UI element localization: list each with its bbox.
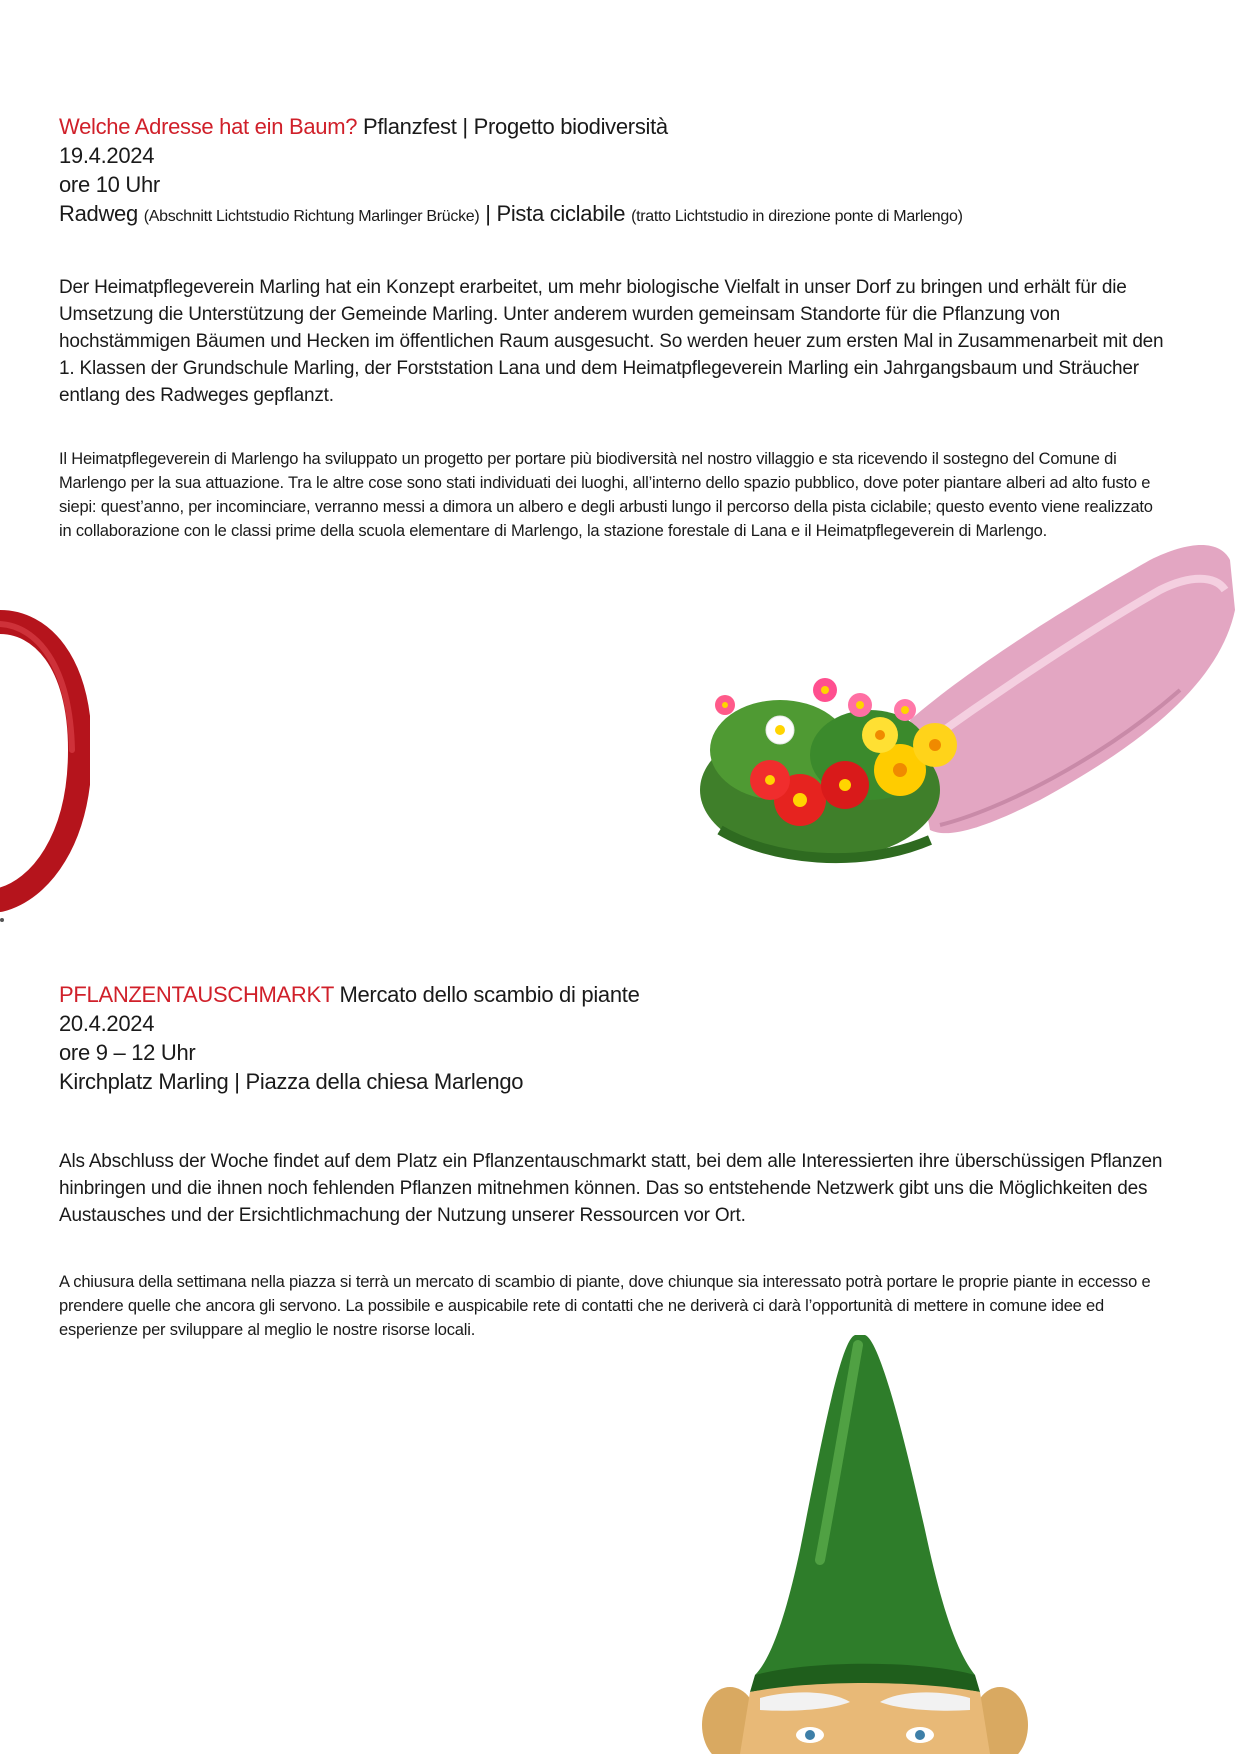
trowel-with-flowers-illustration — [680, 540, 1240, 880]
event1-location — [59, 199, 1169, 231]
flower-yellow-2 — [913, 723, 957, 767]
daisy-2 — [813, 678, 837, 702]
event1-date: 19.4.2024 — [59, 143, 155, 168]
flower-red-3 — [750, 760, 790, 800]
garden-gnome-illustration — [700, 1330, 1030, 1754]
event2-time: ore 9 – 12 Uhr — [59, 1040, 196, 1065]
red-ring-handle-illustration — [0, 600, 90, 930]
event1-location-main-note: (Abschnitt Lichtstudio Richtung Marlinger Brücke) — [143, 208, 480, 225]
daisy-4 — [715, 695, 735, 715]
event2-header — [59, 980, 1169, 1096]
event2-title-rest: Mercato dello scambio di piante — [339, 982, 640, 1007]
event1-text-de: Der Heimatpflegeverein Marling hat ein Konzept erarbeitet, um mehr biologische Vielfalt in unser Dorf zu bringen und erhält für die Umsetzung die Unterstützung der Gemeinde Marling. Unter anderem wurden gemeinsam Standorte für die Pflanzung von hochstämmigen Bäumen und Hecken im öffentlichen Raum ausgesucht. So werden heuer zum ersten Mal in Zusammenarbeit mit den 1. Klassen der Grundschule Marling, der Forststation Lana und dem Heimatpflegeverein Marling ein Jahrgangsbaum und Sträucher entlang des Radweges gepflanzt. — [59, 277, 1164, 406]
event1-title-rest: Pflanzfest | Progetto biodiversità — [362, 114, 668, 139]
event1-title — [59, 112, 1169, 141]
event2-location: Kirchplatz Marling | Piazza della chiesa Marlengo — [59, 1069, 524, 1094]
flower-red-2 — [821, 761, 869, 809]
event2-text-it: A chiusura della settimana nella piazza si terrà un mercato di scambio di piante, dove chiunque sia interessato potrà portare le proprie piante in eccesso e prendere quelle che ancora gli servono. La possibile e auspicabile rete di contatti che ne deriverà ci darà l’opportunità di mettere in comune idee ed esperienze per sviluppare al meglio le nostre risorse locali. — [59, 1273, 1151, 1339]
event1-location-alt: Pista ciclabile — [496, 201, 626, 226]
event1-text-it: Il Heimatpflegeverein di Marlengo ha sviluppato un progetto per portare più biodiversità nel nostro villaggio e sta ricevendo il sostegno del Comune di Marlengo per la sua attuazione. Tra le altre cose sono stati individuati dei luoghi, all’interno dello spazio pubblico, dove poter piantare alberi ad alto fusto e siepi: quest’anno, per incominciare, verranno messi a dimora un albero e degli arbusti lungo il percorso della pista ciclabile; questo evento viene realizzato in collaborazione con le classi prime della scuola elementare di Marlengo, la stazione forestale di Lana e il Heimatpflegeverein di Marlengo. — [59, 450, 1153, 540]
daisy-3 — [848, 693, 872, 717]
daisy-1 — [766, 716, 794, 744]
event2-date: 20.4.2024 — [59, 1011, 155, 1036]
flower-yellow-3 — [862, 717, 898, 753]
event1-time: ore 10 Uhr — [59, 172, 160, 197]
event2-text-de: Als Abschluss der Woche findet auf dem Platz ein Pflanzentauschmarkt statt, bei dem alle Interessierten ihre überschüssigen Pflanzen hinbringen und die ihnen noch fehlenden Pflanzen mitnehmen können. Das so entstehende Netzwerk gibt uns die Möglichkeiten des Austausches und der Ersichtlichmachung der Nutzung unserer Ressourcen vor Ort. — [59, 1151, 1163, 1226]
event1-location-sep: | — [485, 201, 491, 226]
daisy-5 — [894, 699, 916, 721]
event1-location-alt-note: (tratto Lichtstudio in direzione ponte di Marlengo) — [631, 208, 963, 225]
event1-header — [59, 112, 1169, 231]
event1-title-red: Welche Adresse hat ein Baum? — [59, 114, 358, 139]
event2-title — [59, 980, 1169, 1009]
event2-title-red: PFLANZENTAUSCHMARKT — [59, 982, 334, 1007]
event1-location-main: Radweg — [59, 201, 138, 226]
